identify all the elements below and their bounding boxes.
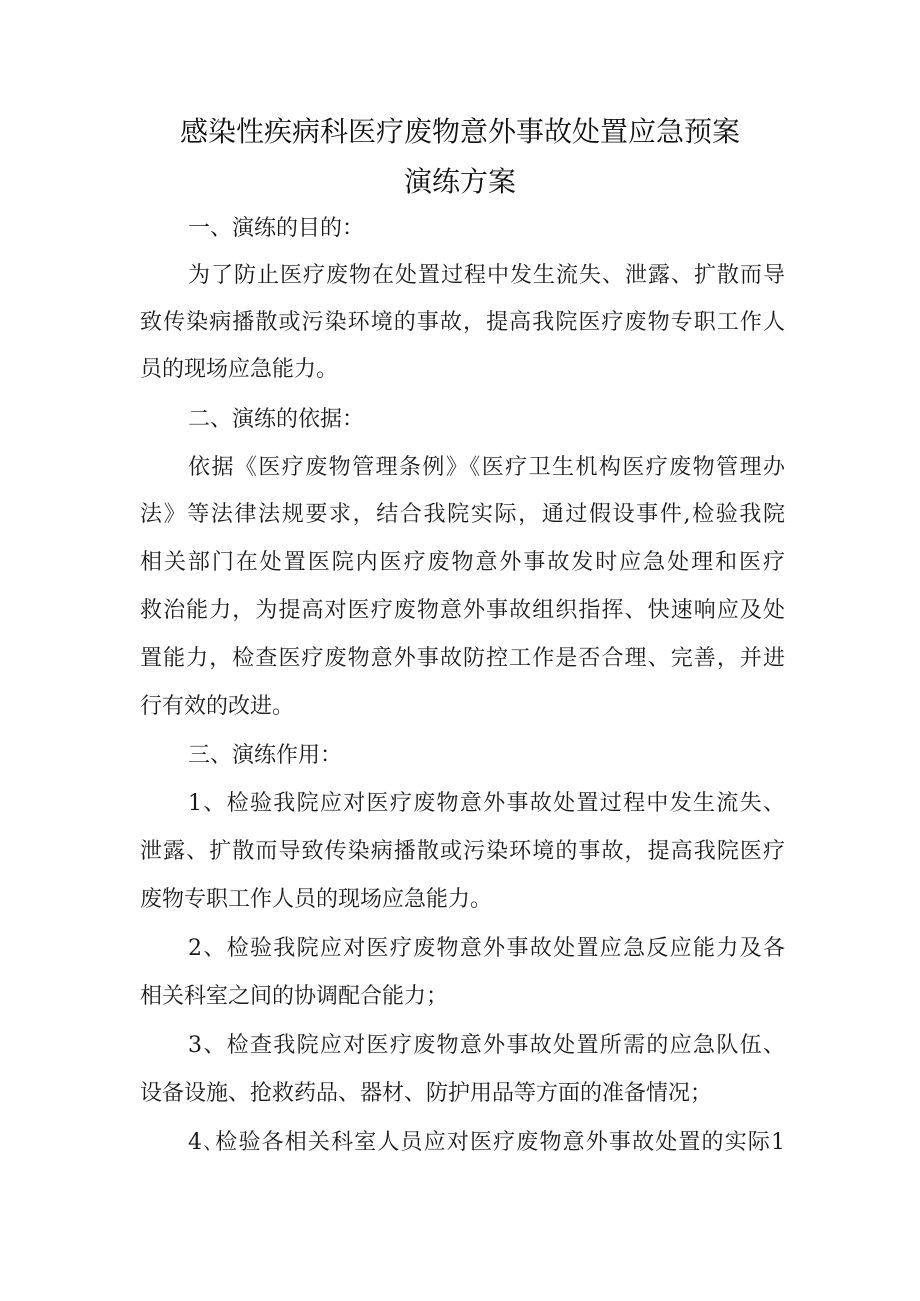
section-heading-basis: 二、演练的依据： [188, 407, 365, 432]
paragraph-line: 员的现场应急能力。 [140, 357, 339, 382]
paragraph-line: 致传染病播散或污染环境的事故，提高我院医疗废物专职工作人 [140, 310, 785, 335]
list-item-line: 1、检验我院应对医疗废物意外事故处置过程中发生流失、 [188, 791, 785, 816]
list-item-line: 废物专职工作人员的现场应急能力。 [140, 887, 493, 912]
list-item-line: 泄露、扩散而导致传染病播散或污染环境的事故，提高我院医疗 [140, 839, 785, 864]
section-heading-function: 三、演练作用： [188, 743, 343, 768]
list-item-line: 设备设施、抢救药品、器材、防护用品等方面的准备情况； [140, 1081, 713, 1106]
section-heading-purpose: 一、演练的目的： [188, 216, 365, 241]
list-item-line: 4､检验各相关科室人员应对医疗废物意外事故处置的实际1 [188, 1130, 785, 1155]
paragraph-line: 相关部门在处置医院内医疗废物意外事故发时应急处理和医疗 [140, 550, 785, 575]
paragraph-line: 置能力，检查医疗废物意外事故防控工作是否合理、完善，并进 [140, 646, 785, 671]
paragraph-line: 法》等法律法规要求，结合我院实际，通过假设事件,检验我院 [140, 502, 785, 527]
paragraph-line: 为了防止医疗废物在处置过程中发生流失、泄露、扩散而导 [188, 263, 785, 288]
list-item-line: 2、检验我院应对医疗废物意外事故处置应急反应能力及各 [188, 936, 785, 961]
paragraph-line: 救治能力，为提高对医疗废物意外事故组织指挥、快速响应及处 [140, 598, 785, 623]
list-item-line: 相关科室之间的协调配合能力； [140, 984, 449, 1009]
document-title-line1: 感染性疾病科医疗废物意外事故处置应急预案 [179, 115, 740, 148]
paragraph-line: 依据《医疗废物管理条例》《医疗卫生机构医疗废物管理办 [188, 455, 785, 480]
list-item-line: 3、检查我院应对医疗废物意外事故处置所需的应急队伍、 [188, 1033, 785, 1058]
paragraph-line: 行有效的改进。 [140, 694, 295, 719]
document-title-line2: 演练方案 [403, 165, 516, 198]
